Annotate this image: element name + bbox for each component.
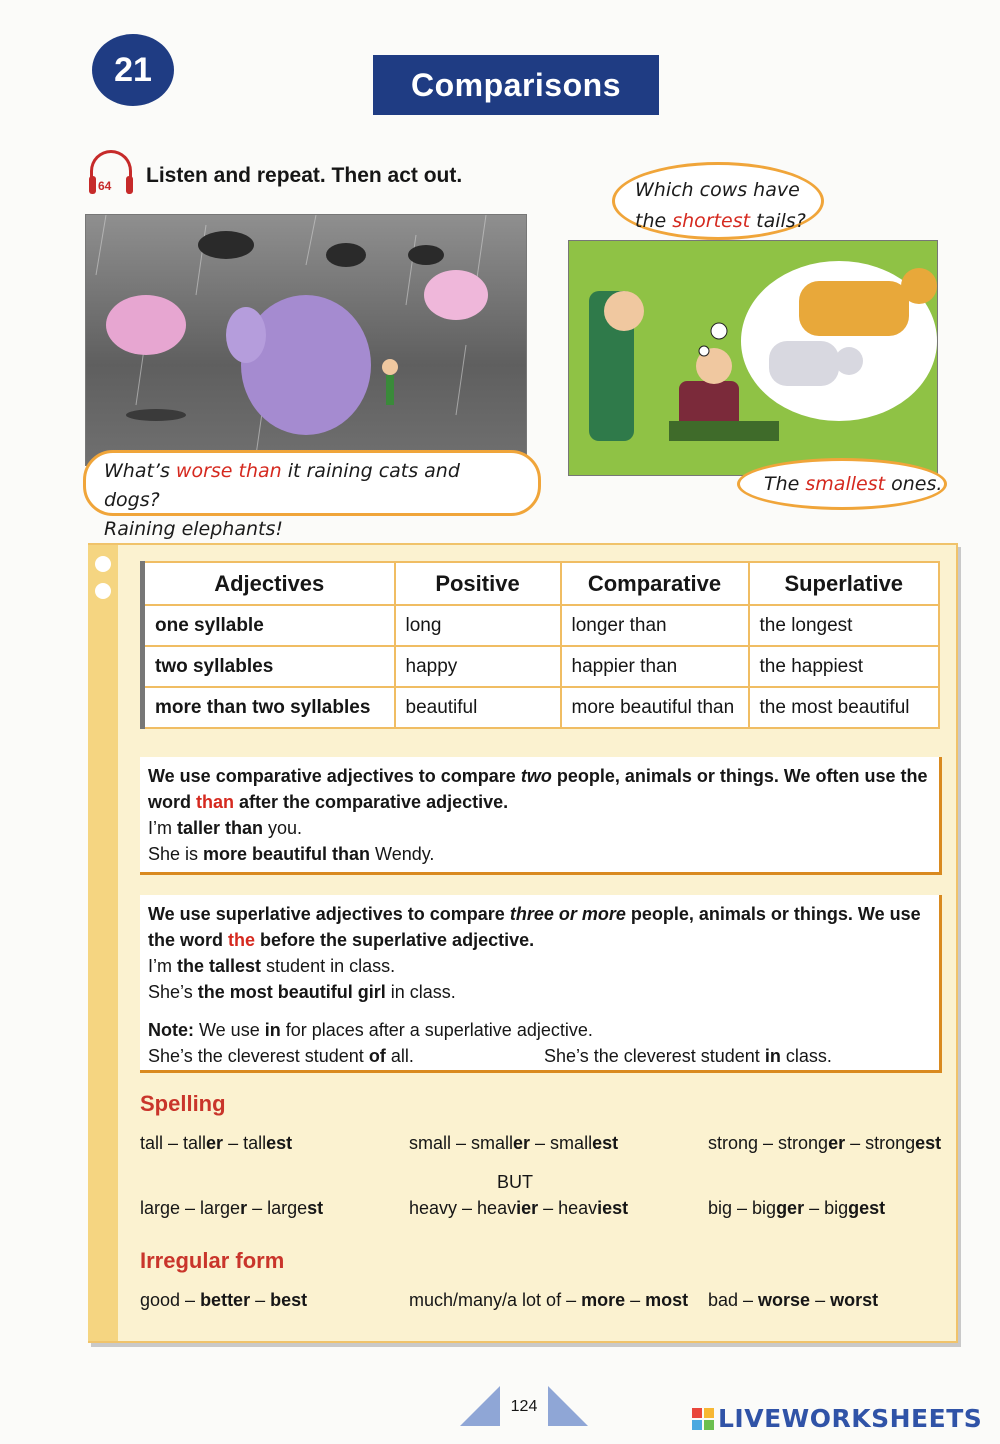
spelling-example: large – larger – largest bbox=[140, 1198, 324, 1218]
bubble-text: it raining cats and dogs? bbox=[104, 460, 460, 511]
logo-icon bbox=[692, 1408, 714, 1430]
page-title: Comparisons bbox=[373, 55, 659, 115]
bubble-text: tails? bbox=[750, 210, 806, 232]
table-cell: happier than bbox=[561, 646, 749, 687]
page-number bbox=[460, 1386, 588, 1430]
spelling-example: heavy – heavier – heaviest bbox=[409, 1198, 629, 1218]
table-row bbox=[143, 646, 940, 687]
example-sentence: I’m the tallest student in class. bbox=[148, 956, 396, 976]
example-sentence: I’m taller than you. bbox=[148, 818, 303, 838]
table-row bbox=[143, 605, 940, 646]
but-label: BUT bbox=[497, 1172, 533, 1192]
table-cell: more than two syllables bbox=[143, 687, 395, 728]
table-row bbox=[143, 687, 940, 728]
example-sentence: She’s the most beautiful girl in class. bbox=[148, 982, 456, 1002]
irregular-example: good – better – best bbox=[140, 1290, 308, 1310]
column-header: Adjectives bbox=[143, 562, 395, 605]
table-cell: two syllables bbox=[143, 646, 395, 687]
spelling-heading: Spelling bbox=[140, 1091, 226, 1116]
column-header: Positive bbox=[395, 562, 561, 605]
binder-strip bbox=[88, 545, 118, 1341]
speech-bubble-smallest bbox=[737, 458, 947, 510]
instruction-text: Listen and repeat. Then act out. bbox=[146, 164, 463, 187]
unit-number-badge bbox=[92, 34, 174, 106]
spelling-example: strong – stronger – strongest bbox=[708, 1133, 942, 1153]
example-sentence: She is more beautiful than Wendy. bbox=[148, 844, 435, 864]
bubble-text: Raining elephants! bbox=[104, 518, 283, 540]
irregular-heading: Irregular form bbox=[140, 1248, 285, 1273]
illustration-art bbox=[86, 215, 527, 466]
bubble-text: Which cows have bbox=[635, 179, 800, 201]
liveworksheets-logo[interactable] bbox=[692, 1404, 982, 1433]
bubble-text: The bbox=[764, 473, 806, 495]
comparative-rule-box bbox=[140, 757, 942, 875]
table-cell: the most beautiful bbox=[749, 687, 940, 728]
rule-text: We use superlative adjectives to compare three or more people, animals or things. We use the word the before the superlative adjective. bbox=[148, 904, 921, 950]
table-cell: beautiful bbox=[395, 687, 561, 728]
headphones-icon[interactable] bbox=[86, 148, 136, 198]
bubble-text: the bbox=[635, 210, 673, 232]
bubble-text: What’s bbox=[104, 460, 176, 482]
track-number: 64 bbox=[98, 179, 112, 193]
table-cell: happy bbox=[395, 646, 561, 687]
spelling-example: small – smaller – smallest bbox=[409, 1133, 619, 1153]
speech-bubble-shortest bbox=[612, 162, 824, 240]
bubble-highlight: shortest bbox=[672, 210, 751, 232]
raining-elephants-illustration bbox=[85, 214, 527, 466]
table-cell: one syllable bbox=[143, 605, 395, 646]
bubble-highlight: smallest bbox=[805, 473, 886, 495]
column-header: Comparative bbox=[561, 562, 749, 605]
page-number-text: 124 bbox=[510, 1398, 538, 1415]
note-text: Note: We use in for places after a superlative adjective. bbox=[148, 1020, 593, 1040]
rule-text: We use comparative adjectives to compare two people, animals or things. We often use the word than after the comparative adjective. bbox=[148, 766, 928, 812]
table-cell: more beautiful than bbox=[561, 687, 749, 728]
example-sentence: She’s the cleverest student of all. bbox=[148, 1046, 414, 1066]
table-cell: the longest bbox=[749, 605, 940, 646]
unit-number: 21 bbox=[114, 50, 152, 89]
classroom-cows-illustration bbox=[568, 240, 938, 476]
bubble-highlight: worse than bbox=[175, 460, 282, 482]
speech-bubble-worse-than bbox=[83, 450, 541, 540]
grammar-table bbox=[140, 561, 940, 729]
table-cell: long bbox=[395, 605, 561, 646]
example-sentence: She’s the cleverest student in class. bbox=[544, 1046, 832, 1066]
irregular-example: bad – worse – worst bbox=[708, 1290, 879, 1310]
spelling-example: tall – taller – tallest bbox=[140, 1133, 293, 1153]
superlative-rule-box bbox=[140, 895, 942, 1073]
column-header: Superlative bbox=[749, 562, 940, 605]
table-header-row bbox=[143, 562, 940, 605]
table-cell: the happiest bbox=[749, 646, 940, 687]
note-examples bbox=[148, 1043, 931, 1069]
bubble-text: ones. bbox=[885, 473, 943, 495]
illustration-art-right bbox=[569, 241, 938, 476]
irregular-example: much/many/a lot of – more – most bbox=[409, 1290, 689, 1310]
binder-hole-icon bbox=[95, 583, 111, 599]
spelling-example: big – bigger – biggest bbox=[708, 1198, 886, 1218]
table-cell: longer than bbox=[561, 605, 749, 646]
brand-name: LIVEWORKSHEETS bbox=[718, 1404, 983, 1433]
binder-hole-icon bbox=[95, 556, 111, 572]
